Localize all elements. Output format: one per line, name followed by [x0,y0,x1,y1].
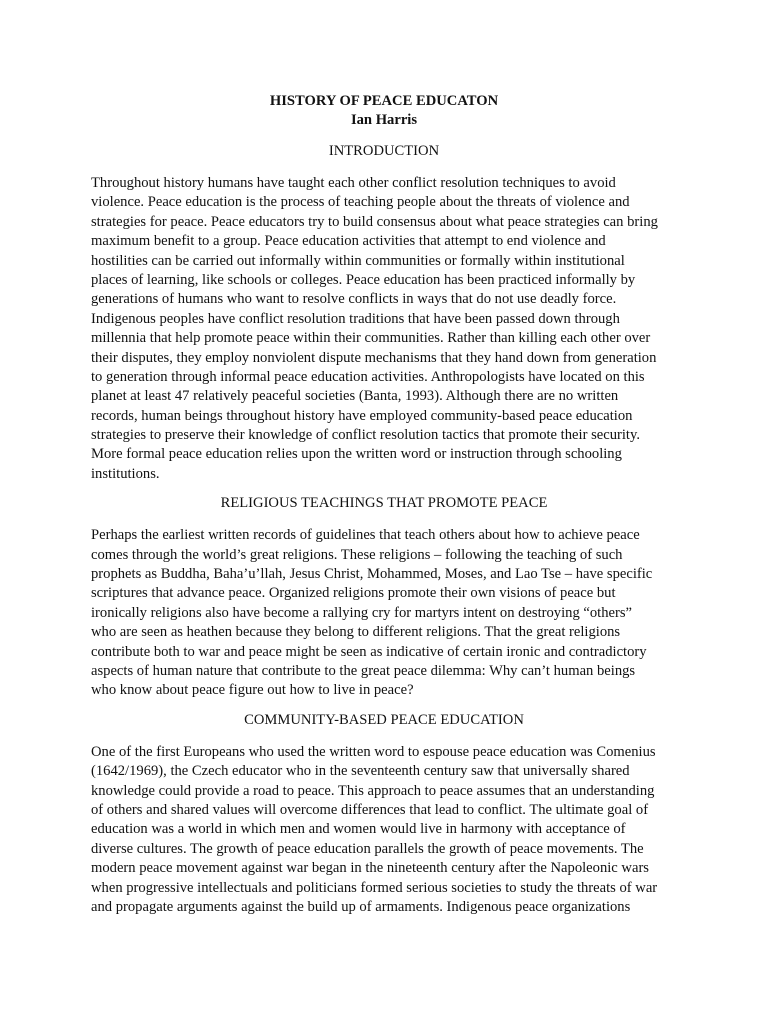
text-line: One of the first Europeans who used the written word to espouse peace education was Comenius [91,743,656,760]
text-line: who know about peace figure out how to live in peace? [91,682,414,699]
text-line: generations of humans who want to resolve conflicts in ways that do not use deadly force. [91,291,617,308]
text-line: knowledge could provide a road to peace. This approach to peace assumes that an understanding [91,782,655,799]
document-page [91,92,677,927]
text-line: and propagate arguments against the build up of armaments. Indigenous peace organizations [91,898,631,915]
text-line: diverse cultures. The growth of peace education parallels the growth of peace movements. The [91,840,644,857]
section-paragraph-religious-teachings [91,526,677,701]
section-heading-community-based: COMMUNITY-BASED PEACE EDUCATION [244,711,524,728]
section-heading-introduction: INTRODUCTION [328,143,440,159]
text-line: strategies to preserve their knowledge of conflict resolution tactics that promote their security. [91,427,640,444]
document-title: HISTORY OF PEACE EDUCATON [269,93,499,109]
text-line: to generation through informal peace education activities. Anthropologists have located on this [91,368,645,385]
text-line: prophets as Buddha, Baha’u’llah, Jesus Christ, Mohammed, Moses, and Lao Tse – have specific [91,566,653,583]
text-line: ironically religions also have become a rallying cry for martyrs intent on destroying “others” [91,604,633,621]
section-paragraph-community-based [91,743,677,918]
text-line: scriptures that advance peace. Organized religions promote their own visions of peace but [91,585,616,602]
text-line: comes through the world’s great religions. These religions – following the teaching of such [91,546,623,563]
text-line: hostilities can be carried out informally within communities or formally within institutional [91,252,625,269]
text-line: violence. Peace education is the process of teaching people about the threats of violence and [91,194,630,211]
section-paragraph-introduction [91,174,677,484]
text-line: modern peace movement against war began in the nineteenth century after the Napoleonic wars [91,860,649,877]
document-author: Ian Harris [350,112,418,128]
text-line: maximum benefit to a group. Peace education activities that attempt to end violence and [91,233,606,250]
text-line: aspects of human nature that contribute to the great peace dilemma: Why can’t human beings [91,662,636,679]
text-line: strategies for peace. Peace educators try to build consensus about what peace strategies can bring [91,213,658,230]
text-line: when progressive intellectuals and politicians formed serious societies to study the threats of war [91,879,658,896]
text-line: education was a world in which men and women would live in harmony with acceptance of [91,821,626,838]
text-line: institutions. [91,465,160,482]
text-line: places of learning, like schools or colleges. Peace education has been practiced informally by [91,271,636,288]
text-line: millennia that help promote peace within their communities. Rather than killing each other over [91,330,651,347]
text-line: records, human beings throughout history have employed community-based peace education [91,407,633,424]
text-line: Indigenous peoples have conflict resolution traditions that have been passed down through [91,310,620,327]
text-line: planet at least 47 relatively peaceful societies (Banta, 1993). Although there are no written [91,388,619,405]
text-line: More formal peace education relies upon the written word or instruction through schooling [91,446,622,463]
text-line: Perhaps the earliest written records of guidelines that teach others about how to achieve peace [91,527,640,544]
text-line: (1642/1969), the Czech educator who in the seventeenth century saw that universally shared [91,763,630,780]
section-heading-religious-teachings: RELIGIOUS TEACHINGS THAT PROMOTE PEACE [220,495,548,512]
text-line: contribute both to war and peace might be seen as indicative of certain ironic and contradictory [91,643,647,660]
text-line: who are seen as heathen because they belong to different religions. That the great religions [91,624,621,641]
text-line: their disputes, they employ nonviolent dispute mechanisms that they hand down from generation [91,349,657,366]
title-block [91,92,677,130]
text-line: of others and shared values will overcome differences that lead to conflict. The ultimate goal of [91,801,649,818]
text-line: Throughout history humans have taught each other conflict resolution techniques to avoid [91,175,616,191]
